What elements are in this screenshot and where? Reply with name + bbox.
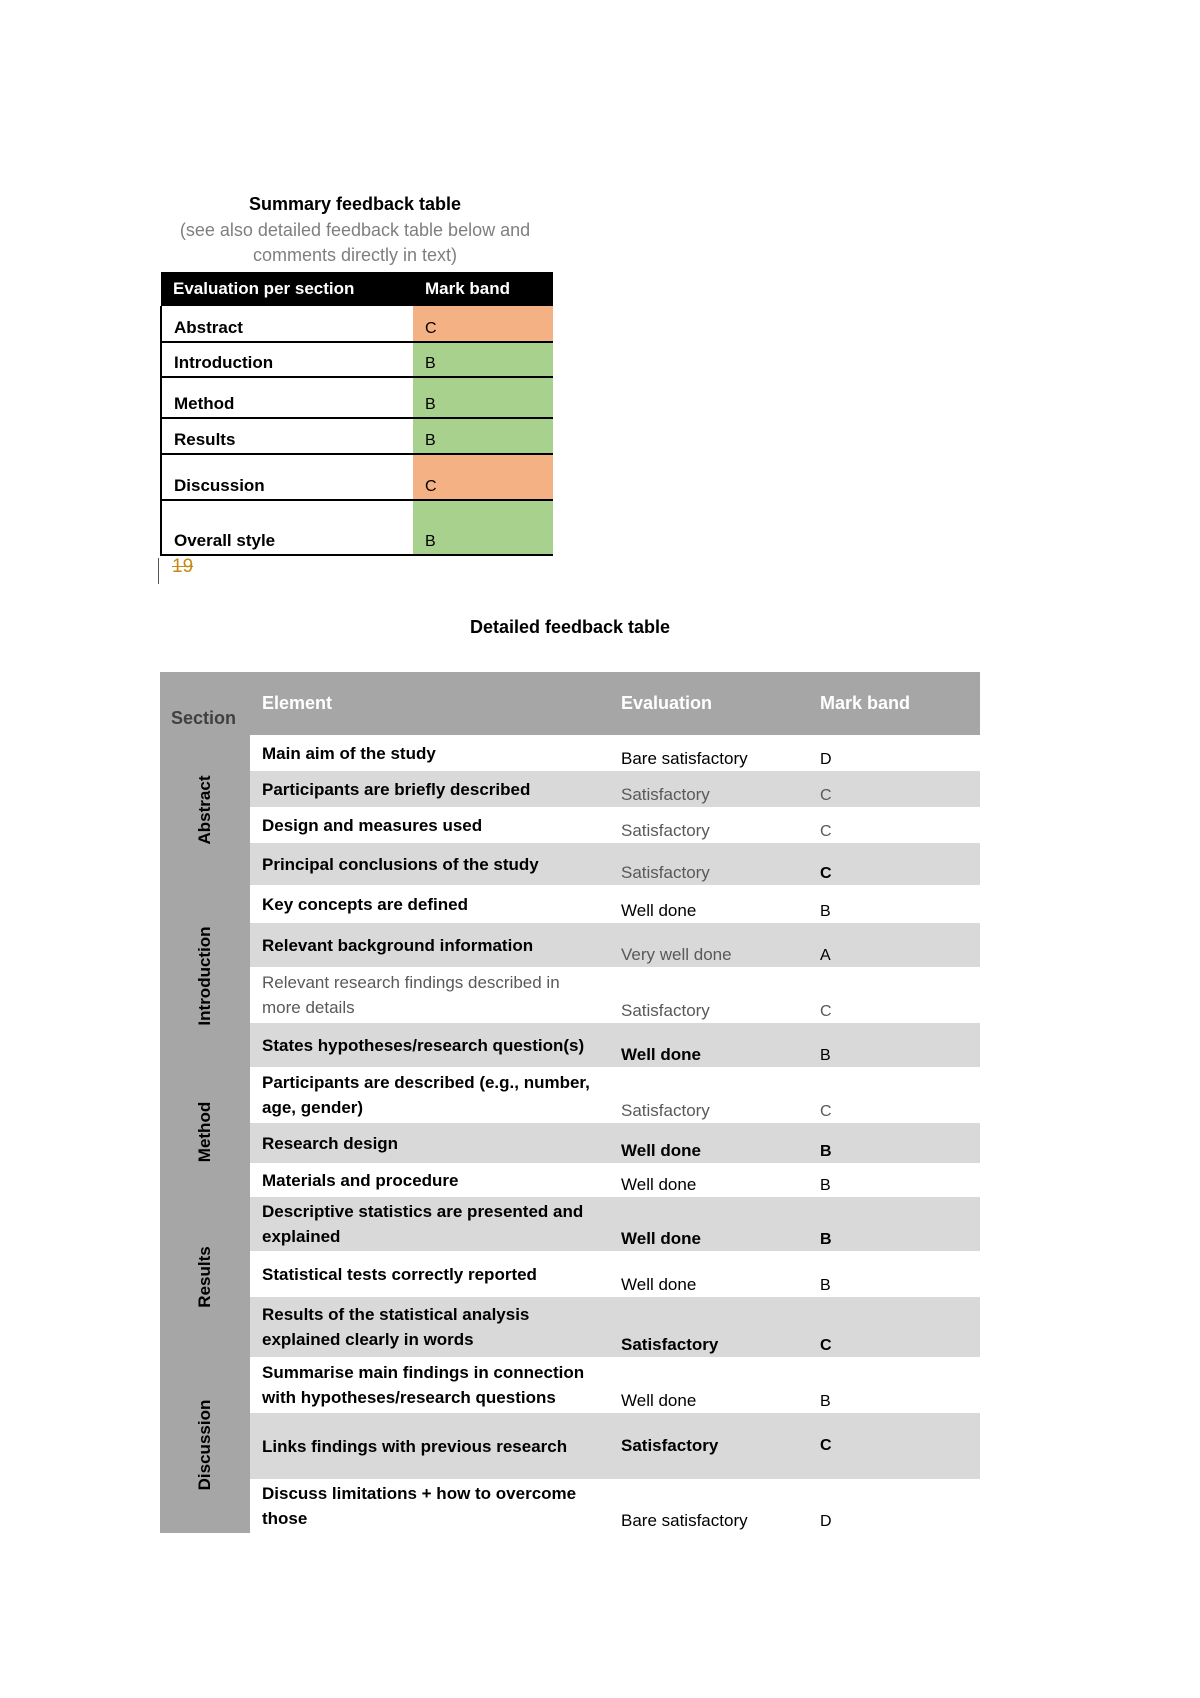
evaluation-cell: Satisfactory [609, 1297, 808, 1357]
mark-band-cell: C [820, 1103, 832, 1120]
mark-band-cell: B [820, 1177, 831, 1194]
evaluation-cell: Well done [609, 1023, 808, 1067]
evaluation-cell: Well done [609, 1123, 808, 1163]
header-evaluation: Evaluation [609, 672, 808, 735]
evaluation-cell: Bare satisfactory [621, 1511, 748, 1530]
evaluation-cell: Satisfactory [621, 1101, 710, 1120]
mark-band-cell: C [808, 1413, 980, 1479]
section-label: Abstract [195, 775, 214, 845]
mark-band-cell: B [820, 1393, 831, 1410]
header-mark-band: Mark band [808, 672, 980, 735]
summary-band: B [413, 418, 553, 454]
section-cell-discussion [160, 1357, 250, 1533]
evaluation-cell: Very well done [609, 923, 808, 967]
summary-table-subtitle: (see also detailed feedback table below and comments directly in text) [179, 220, 531, 265]
element-cell: Descriptive statistics are presented and explained [250, 1197, 609, 1251]
summary-row [161, 418, 553, 454]
section-cell-abstract [160, 735, 250, 885]
element-cell: States hypotheses/research question(s) [250, 1023, 609, 1067]
summary-band: B [413, 500, 553, 555]
summary-band: B [413, 377, 553, 418]
summary-header-band: Mark band [413, 272, 553, 306]
evaluation-cell: Satisfactory [609, 1413, 808, 1479]
element-cell: Materials and procedure [262, 1170, 459, 1190]
element-cell: Main aim of the study [262, 743, 436, 763]
summary-section: Discussion [161, 454, 413, 500]
mark-band-cell: C [820, 823, 832, 840]
table-row [160, 843, 980, 885]
element-cell: Design and measures used [262, 815, 483, 835]
summary-section: Method [161, 377, 413, 418]
element-cell: Discuss limitations + how to overcome those [262, 1484, 577, 1528]
element-cell: Key concepts are defined [262, 894, 468, 914]
table-row [160, 807, 980, 843]
summary-band: C [413, 306, 553, 342]
summary-header-row [161, 272, 553, 306]
mark-band-cell: B [820, 1277, 831, 1294]
element-cell: Results of the statistical analysis explained clearly in words [250, 1297, 609, 1357]
mark-band-cell: A [808, 923, 980, 967]
summary-row [161, 500, 553, 555]
header-element: Element [250, 672, 609, 735]
table-row [160, 1297, 980, 1357]
mark-band-cell: C [820, 1003, 832, 1020]
element-cell: Principal conclusions of the study [250, 843, 609, 885]
table-row [160, 1357, 980, 1413]
summary-section: Results [161, 418, 413, 454]
evaluation-cell: Well done [621, 1275, 697, 1294]
evaluation-cell: Well done [621, 1175, 697, 1194]
summary-band: B [413, 342, 553, 377]
evaluation-cell: Well done [621, 901, 697, 920]
summary-band: C [413, 454, 553, 500]
section-label: Discussion [195, 1399, 214, 1491]
evaluation-cell: Satisfactory [621, 821, 710, 840]
summary-section: Abstract [161, 306, 413, 342]
section-cell-introduction [160, 885, 250, 1067]
table-row [160, 1251, 980, 1297]
mark-band-cell: B [808, 1123, 980, 1163]
summary-table-title: Summary feedback table [248, 194, 462, 214]
evaluation-cell: Well done [609, 1197, 808, 1251]
summary-row [161, 306, 553, 342]
section-label: Results [195, 1246, 214, 1308]
table-row [160, 923, 980, 967]
summary-section: Overall style [161, 500, 413, 555]
summary-row [161, 377, 553, 418]
summary-row [161, 342, 553, 377]
table-row [160, 967, 980, 1023]
section-cell-results [160, 1197, 250, 1357]
table-row [160, 771, 980, 807]
mark-band-cell: C [808, 843, 980, 885]
summary-row [161, 454, 553, 500]
element-cell: Relevant background information [250, 923, 609, 967]
mark-band-cell: B [808, 1197, 980, 1251]
mark-band-cell: D [820, 1513, 832, 1530]
mark-band-cell: C [808, 1297, 980, 1357]
element-cell: Links findings with previous research [250, 1413, 609, 1479]
section-label: Method [195, 1101, 214, 1163]
mark-band-cell: C [808, 771, 980, 807]
evaluation-cell: Satisfactory [609, 771, 808, 807]
element-cell: Research design [250, 1123, 609, 1163]
struck-through-mark: 19 [172, 556, 194, 577]
element-cell: Summarise main findings in connection with hypotheses/research questions [262, 1363, 585, 1407]
table-row [160, 735, 980, 771]
element-cell: Statistical tests correctly reported [262, 1264, 537, 1284]
header-section: Section [160, 672, 250, 735]
evaluation-cell: Satisfactory [609, 843, 808, 885]
summary-section: Introduction [161, 342, 413, 377]
evaluation-cell: Satisfactory [621, 1001, 710, 1020]
evaluation-cell: Well done [621, 1391, 697, 1410]
section-label: Introduction [195, 926, 214, 1026]
detailed-table-title: Detailed feedback table [469, 617, 671, 637]
detailed-header-row [160, 672, 980, 735]
table-row [160, 1197, 980, 1251]
mark-band-cell: B [808, 1023, 980, 1067]
text-cursor [158, 558, 159, 584]
table-row [160, 1479, 980, 1533]
element-cell: Participants are briefly described [250, 771, 609, 807]
table-row [160, 1163, 980, 1197]
table-row [160, 1067, 980, 1123]
mark-band-cell: B [820, 903, 831, 920]
evaluation-cell: Bare satisfactory [621, 749, 748, 768]
table-row [160, 1413, 980, 1479]
table-row [160, 885, 980, 923]
summary-feedback-table [160, 272, 553, 556]
section-cell-method [160, 1067, 250, 1197]
table-row [160, 1023, 980, 1067]
mark-band-cell: D [820, 751, 832, 768]
element-cell: Participants are described (e.g., number, age, gender) [262, 1073, 590, 1117]
summary-header-section: Evaluation per section [161, 272, 413, 306]
detailed-feedback-table [160, 672, 980, 1533]
table-row [160, 1123, 980, 1163]
element-cell: Relevant research findings described in more details [262, 973, 560, 1017]
